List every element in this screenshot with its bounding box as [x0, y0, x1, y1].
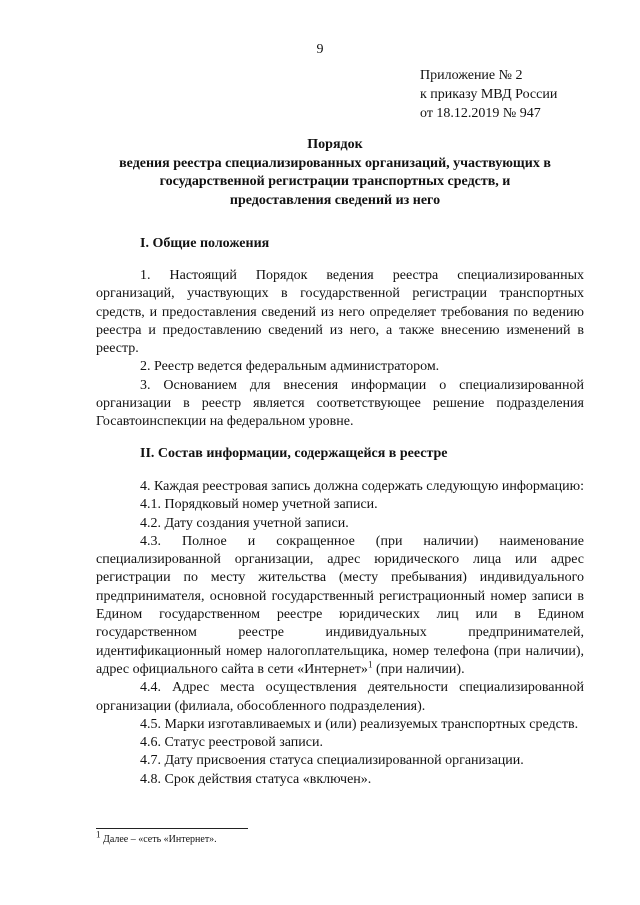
paragraph-3: 3. Основанием для внесения информации о специализированной организации в реестр является соответствующее решение подразделения Госавтоинспекции на федеральном уровне. [96, 377, 584, 430]
footnote-reference: 1 [367, 659, 373, 670]
appendix-number: Приложение № 2 [420, 68, 523, 83]
appendix-reference [420, 66, 557, 123]
paragraph-4-3-text: 4.3. Полное и сокращенное (при наличии) наименование специализированной организации, адрес юридического лица или адрес регистрации по месту жительства (месту пребывания) индивидуального предпринимателя, основной государственный регистрационный номер записи в Едином государственном реестре юридических лиц или в Едином государственном реестре индивидуальных предпринимателей, идентификационный номер налогоплательщика, номер телефона (при наличии), адрес официального сайта в сети «Интернет» [96, 533, 584, 677]
appendix-order: к приказу МВД России [420, 87, 558, 102]
section-2-heading: II. Состав информации, содержащейся в реестре [140, 446, 448, 461]
paragraph-4: 4. Каждая реестровая запись должна содержать следующую информацию: [140, 479, 585, 494]
footnote [96, 829, 217, 845]
footnote-mark: 1 [96, 829, 101, 840]
paragraph-4-5: 4.5. Марки изготавливаемых и (или) реализуемых транспортных средств. [140, 716, 579, 732]
paragraph-4-2: 4.2. Дату создания учетной записи. [140, 515, 349, 531]
paragraph-4-6: 4.6. Статус реестровой записи. [140, 735, 323, 751]
paragraph-4-1: 4.1. Порядковый номер учетной записи. [140, 497, 378, 513]
paragraph-1: 1. Настоящий Порядок ведения реестра специализированных организаций, участвующих в государственной регистрации транспортных средств, и предоставления сведений из него определяет требования по ведению реестра и предоставлению сведений из него, а также внесению изменений в реестр. [96, 268, 584, 357]
page-number: 9 [316, 42, 324, 57]
title-line-3: государственной регистрации транспортных средств, и [159, 174, 511, 189]
footnote-text: Далее – «сеть «Интернет». [100, 834, 217, 845]
section-1-heading: I. Общие положения [140, 236, 270, 251]
title-line-4: предоставления сведений из него [229, 192, 441, 208]
title-line-1: Порядок [307, 137, 363, 152]
appendix-date: от 18.12.2019 № 947 [420, 106, 541, 121]
paragraph-4-3-tail: (при наличии). [372, 661, 465, 677]
paragraph-4-7: 4.7. Дату присвоения статуса специализированной организации. [140, 753, 524, 769]
paragraph-4-8: 4.8. Срок действия статуса «включен». [140, 771, 372, 787]
title-line-2: ведения реестра специализированных организаций, участвующих в [119, 155, 551, 171]
document-title [90, 136, 580, 210]
paragraph-4-3 [96, 533, 584, 679]
section-2-body [96, 478, 584, 789]
section-1-body [96, 267, 584, 432]
paragraph-2: 2. Реестр ведется федеральным администратором. [140, 359, 440, 375]
footnote-divider [96, 828, 248, 829]
paragraph-4-4: 4.4. Адрес места осуществления деятельности специализированной организации (филиала, обособленного подразделения). [96, 680, 584, 714]
